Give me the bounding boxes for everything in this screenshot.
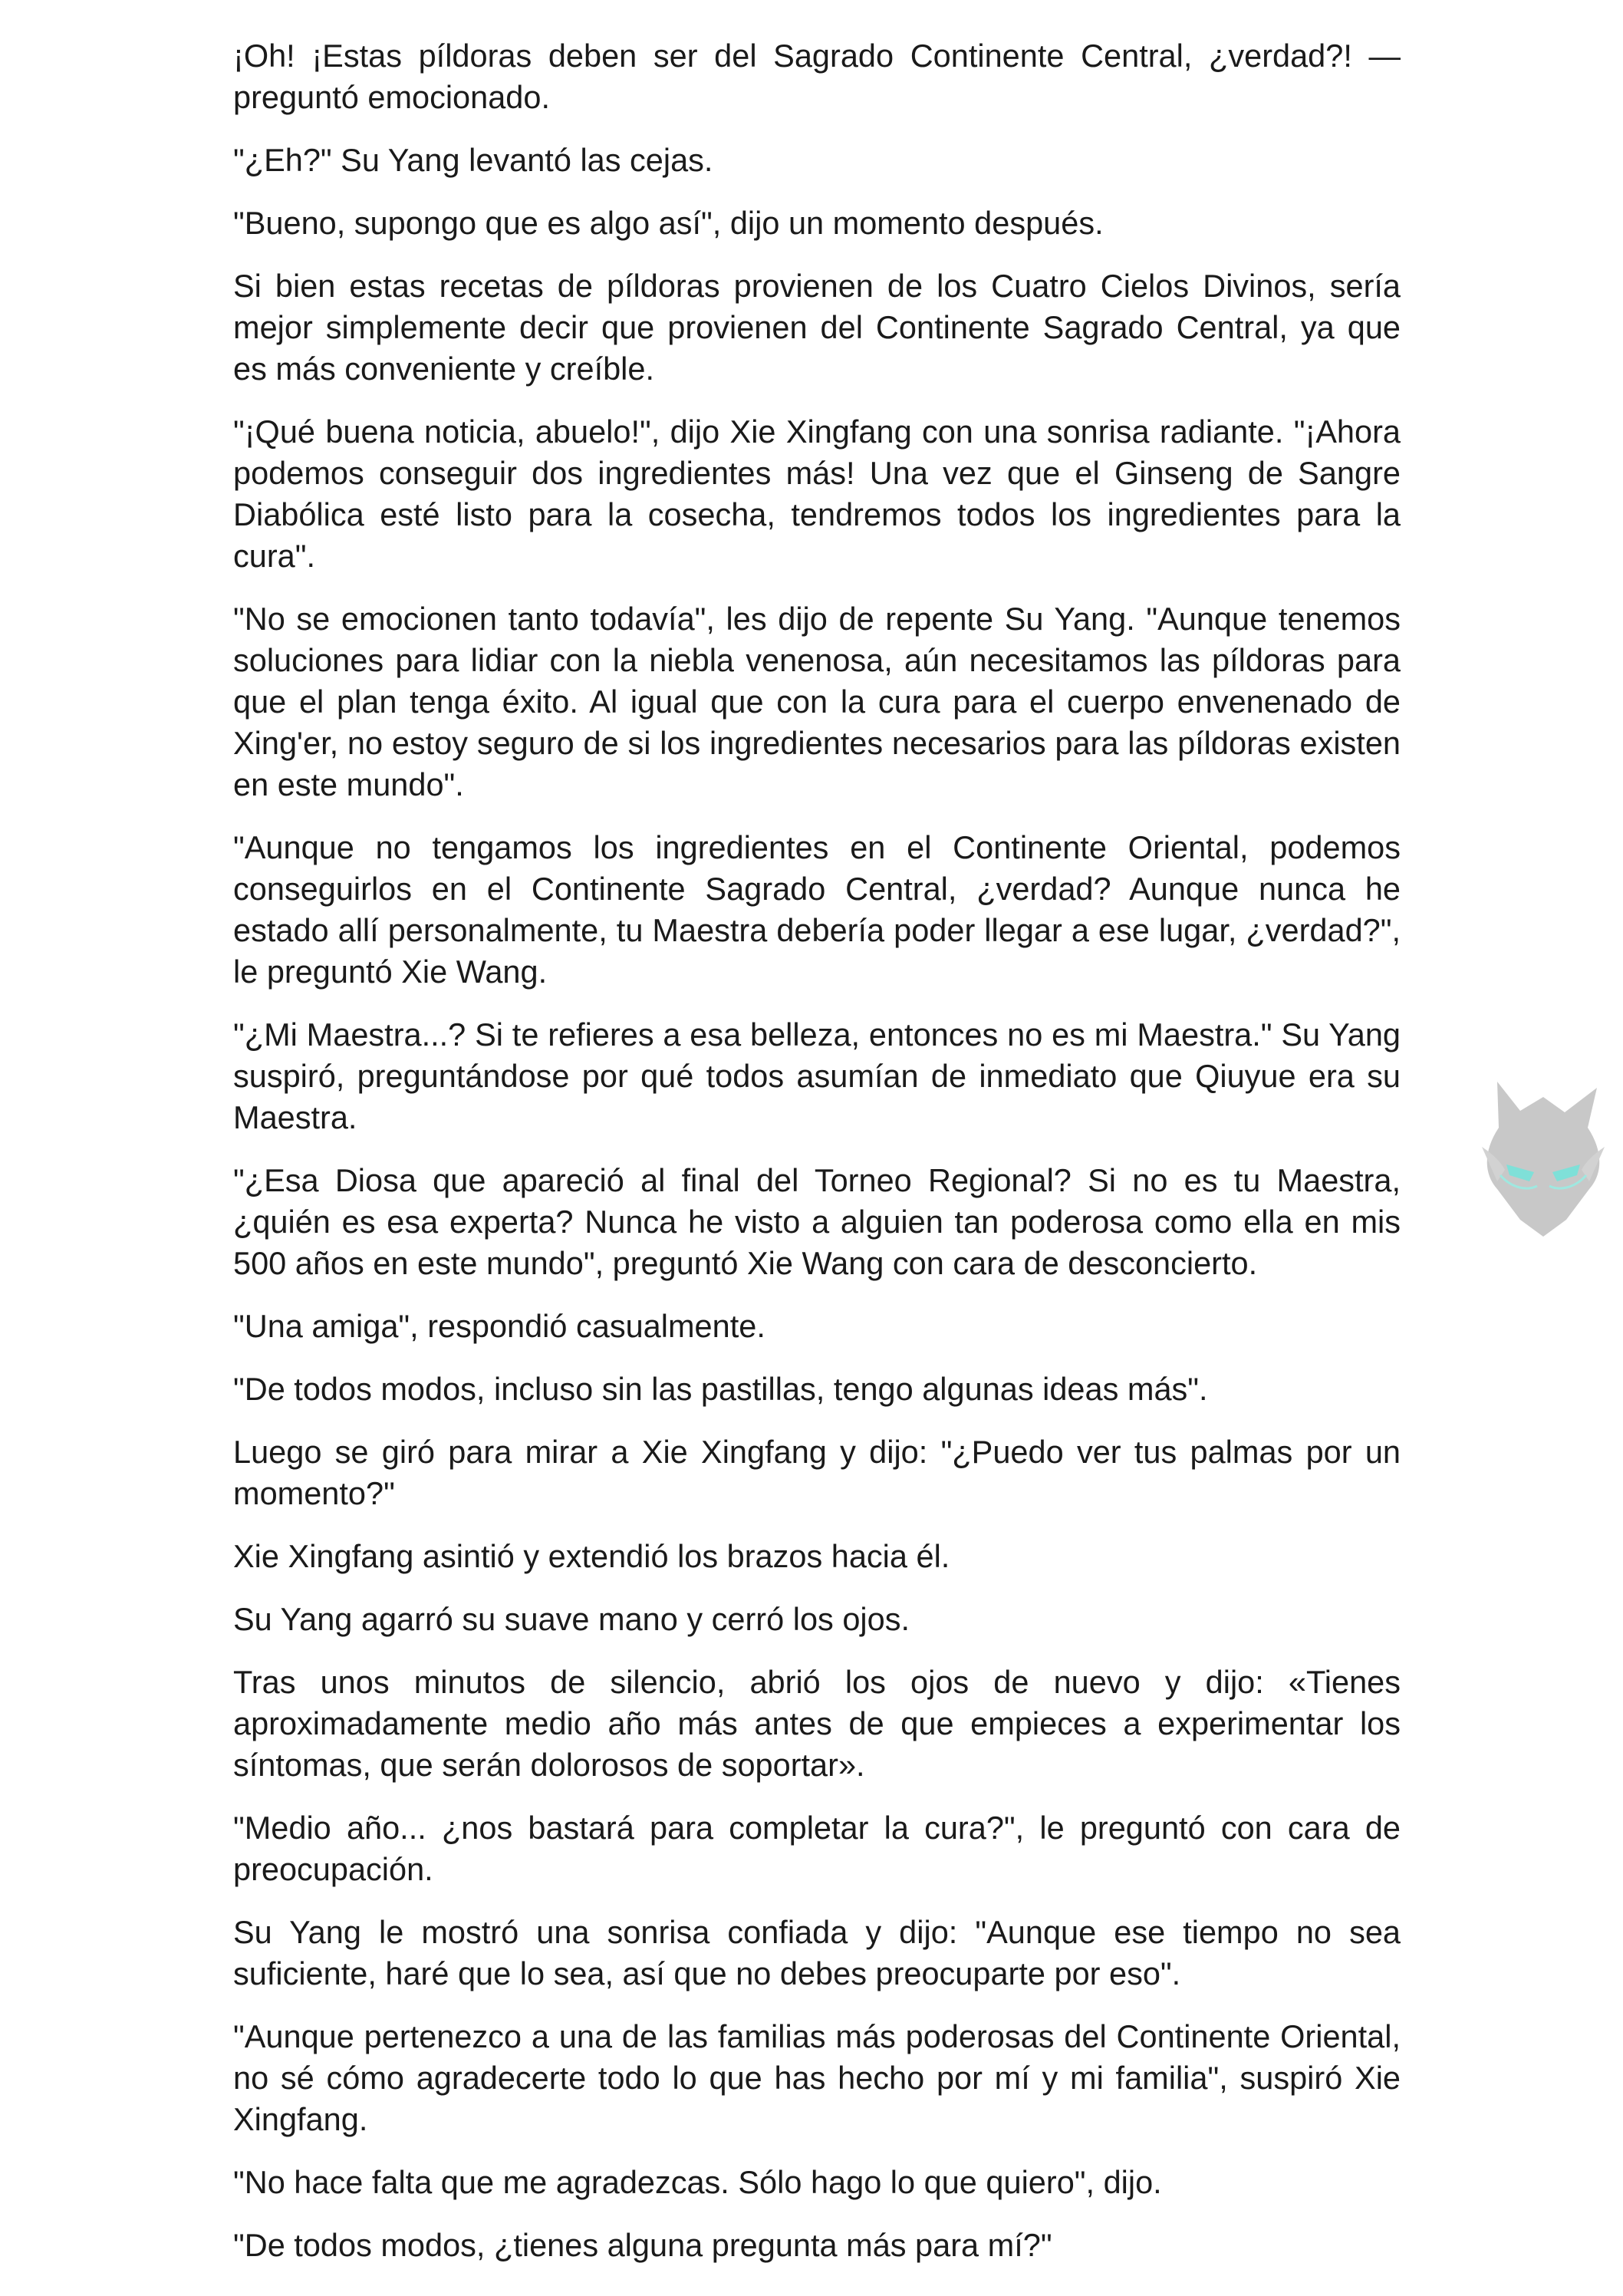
paragraph-4: Si bien estas recetas de píldoras provienen de los Cuatro Cielos Divinos, sería mejor simplemente decir que provienen del Continente Sagrado Central, ya que es más conveniente y creíble. [233,268,1401,387]
demon-head-icon [1467,1074,1620,1243]
paragraph-17: Su Yang le mostró una sonrisa confiada y dijo: "Aunque ese tiempo no sea suficiente, haré que lo sea, así que no debes preocuparte por eso". [233,1914,1401,1991]
paragraph-19: "No hace falta que me agradezcas. Sólo hago lo que quiero", dijo. [233,2164,1162,2200]
paragraph-9: "¿Esa Diosa que apareció al final del Torneo Regional? Si no es tu Maestra, ¿quién es esa experta? Nunca he visto a alguien tan poderosa como ella en mis 500 años en este mundo", preguntó Xie Wang con cara de desconcierto. [233,1162,1401,1281]
paragraph-3: "Bueno, supongo que es algo así", dijo un momento después. [233,205,1104,241]
document-body [233,35,1401,2288]
paragraph-14: Su Yang agarró su suave mano y cerró los ojos. [233,1601,910,1637]
paragraph-7: "Aunque no tengamos los ingredientes en el Continente Oriental, podemos conseguirlos en el Continente Sagrado Central, ¿verdad? Aunque nunca he estado allí personalmente, tu Maestra debería poder llegar a ese lugar, ¿verdad?", le preguntó Xie Wang. [233,829,1401,990]
paragraph-2: "¿Eh?" Su Yang levantó las cejas. [233,142,713,178]
paragraph-12: Luego se giró para mirar a Xie Xingfang y dijo: "¿Puedo ver tus palmas por un momento?" [233,1434,1401,1511]
paragraph-8: "¿Mi Maestra...? Si te refieres a esa belleza, entonces no es mi Maestra." Su Yang suspiró, preguntándose por qué todos asumían de inmediato que Qiuyue era su Maestra. [233,1016,1401,1135]
paragraph-16: "Medio año... ¿nos bastará para completar la cura?", le preguntó con cara de preocupación. [233,1810,1401,1887]
paragraph-5: "¡Qué buena noticia, abuelo!", dijo Xie Xingfang con una sonrisa radiante. "¡Ahora podemos conseguir dos ingredientes más! Una vez que el Ginseng de Sangre Diabólica esté listo para la cosecha, tendremos todos los ingredientes para la cura". [233,413,1401,574]
paragraph-20: "De todos modos, ¿tienes alguna pregunta más para mí?" [233,2227,1052,2263]
paragraph-13: Xie Xingfang asintió y extendió los brazos hacia él. [233,1538,950,1574]
paragraph-1: ¡Oh! ¡Estas píldoras deben ser del Sagrado Continente Central, ¿verdad?! —preguntó emocionado. [233,38,1401,115]
paragraph-6: "No se emocionen tanto todavía", les dijo de repente Su Yang. "Aunque tenemos soluciones para lidiar con la niebla venenosa, aún necesitamos las píldoras para que el plan tenga éxito. Al igual que con la cura para el cuerpo envenenado de Xing'er, no estoy seguro de si los ingredientes necesarios para las píldoras existen en este mundo". [233,601,1401,802]
paragraph-15: Tras unos minutos de silencio, abrió los ojos de nuevo y dijo: «Tienes aproximadamente medio año más antes de que empieces a experimentar los síntomas, que serán dolorosos de soportar». [233,1664,1401,1783]
paragraph-18: "Aunque pertenezco a una de las familias más poderosas del Continente Oriental, no sé cómo agradecerte todo lo que has hecho por mí y mi familia", suspiró Xie Xingfang. [233,2018,1401,2137]
paragraph-10: "Una amiga", respondió casualmente. [233,1308,765,1344]
paragraph-11: "De todos modos, incluso sin las pastillas, tengo algunas ideas más". [233,1371,1208,1407]
